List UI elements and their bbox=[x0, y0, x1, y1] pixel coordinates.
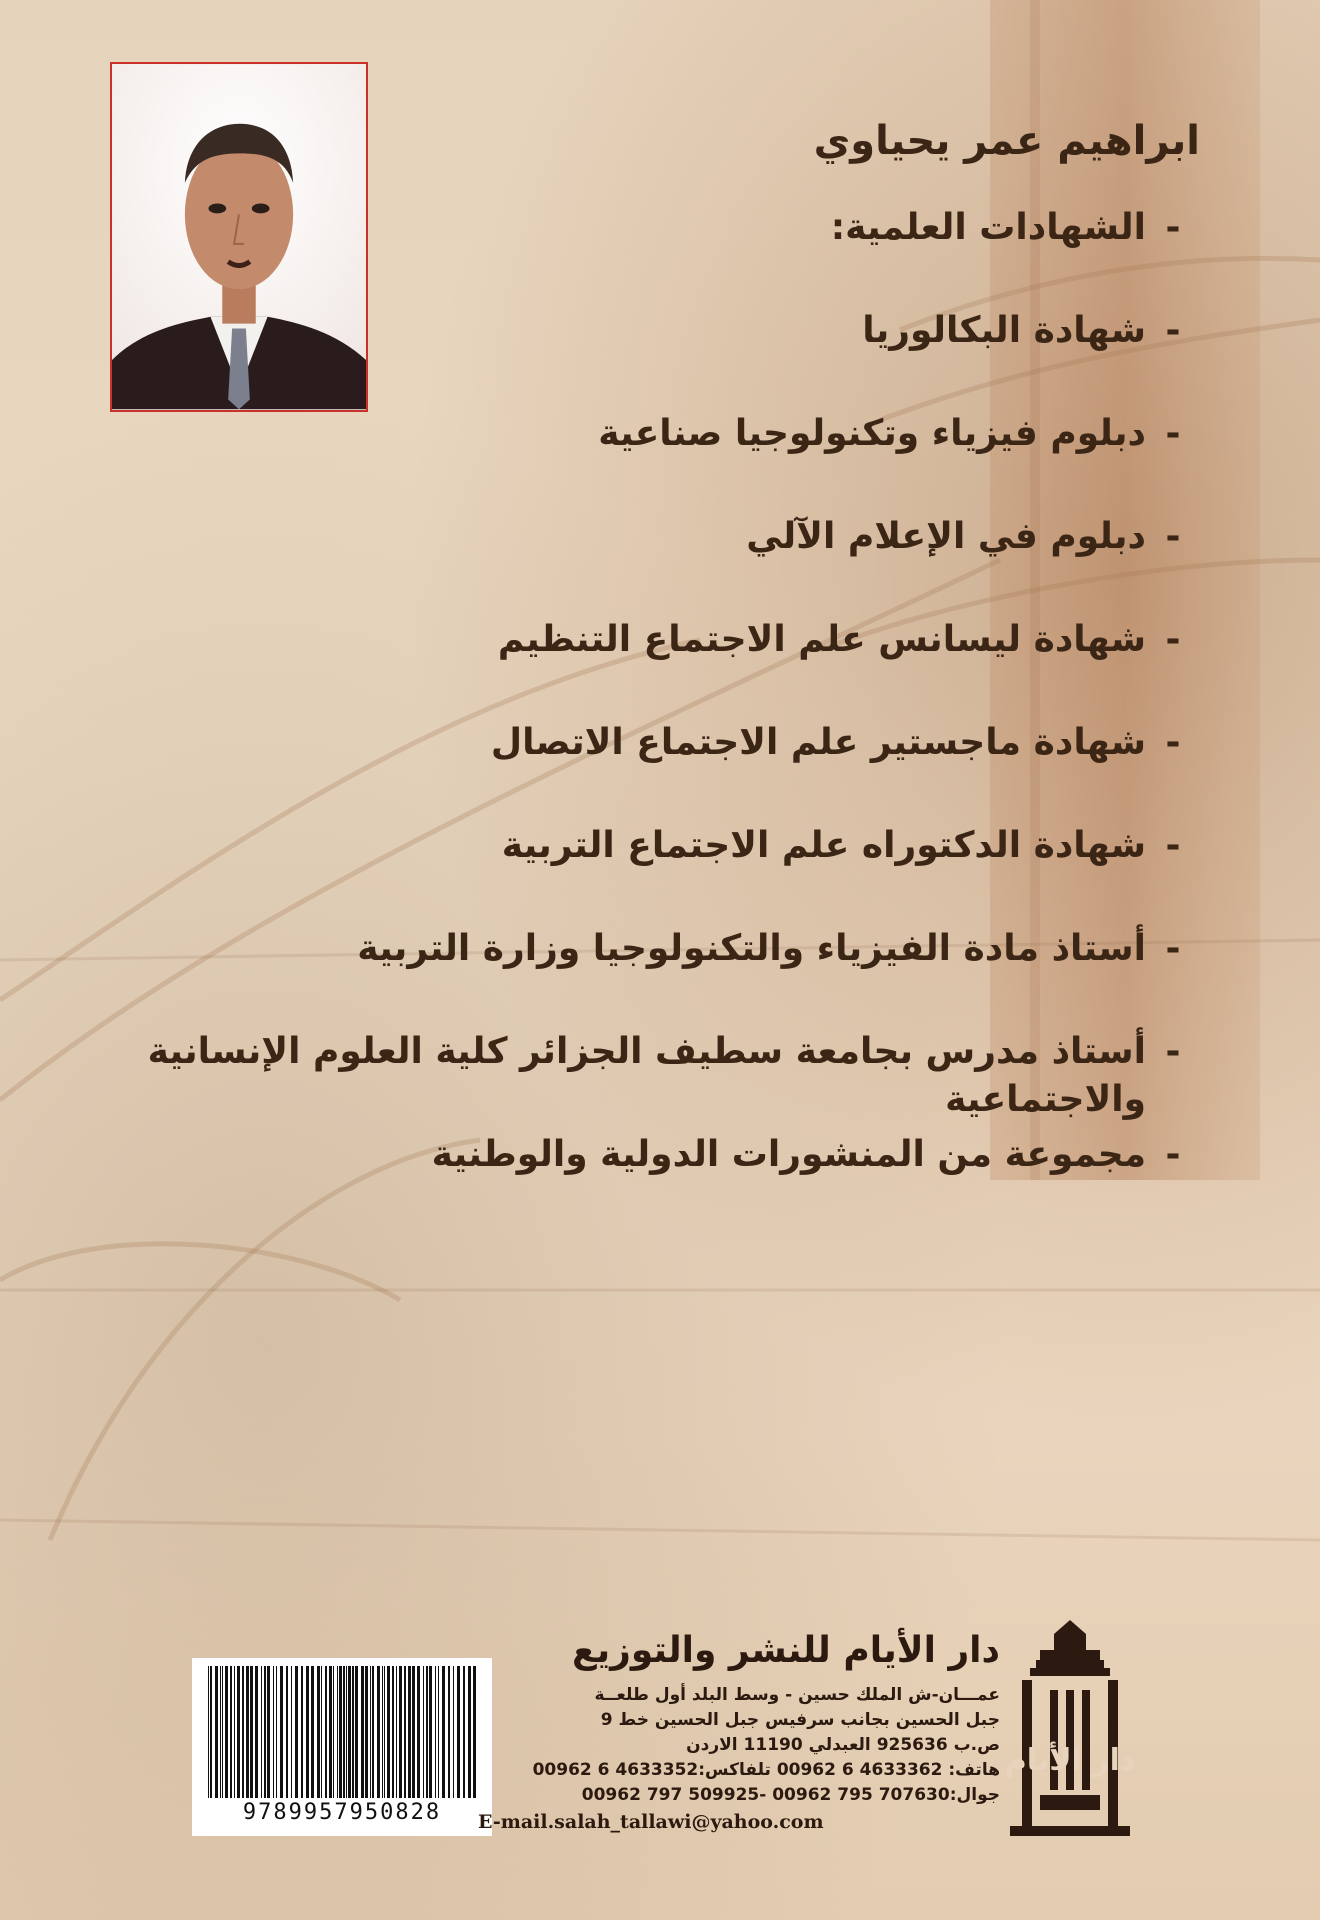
barcode-bar bbox=[352, 1666, 354, 1798]
credential-item: - شهادة الدكتوراه علم الاجتماع التربية bbox=[70, 822, 1200, 925]
logo-text: دار الأيام bbox=[1004, 1743, 1136, 1778]
barcode-bar bbox=[295, 1666, 298, 1798]
barcode-bar bbox=[365, 1666, 368, 1798]
credential-item: - شهادة ليسانس علم الاجتماع التنظيم bbox=[70, 616, 1200, 719]
barcode-bar bbox=[355, 1666, 358, 1798]
barcode-bar bbox=[286, 1666, 288, 1798]
credential-text: الشهادات العلمية: bbox=[830, 207, 1146, 248]
barcode-bar bbox=[343, 1666, 345, 1798]
barcode-bar bbox=[225, 1666, 228, 1798]
barcode-bar bbox=[280, 1666, 283, 1798]
publisher-name: دار الأيام للنشر والتوزيع bbox=[572, 1630, 1000, 1671]
barcode-bar bbox=[230, 1666, 232, 1798]
barcode-bar bbox=[337, 1666, 338, 1798]
barcode-bar bbox=[417, 1666, 420, 1798]
barcode-bar bbox=[208, 1666, 209, 1798]
credential-item: - دبلوم في الإعلام الآلي bbox=[70, 513, 1200, 616]
credential-text: دبلوم في الإعلام الآلي bbox=[746, 516, 1146, 557]
barcode-bar bbox=[317, 1666, 320, 1798]
publisher-email: E-mail.salah_tallawi@yahoo.com bbox=[478, 1811, 824, 1833]
barcode-bar bbox=[255, 1666, 258, 1798]
barcode-bar bbox=[333, 1666, 334, 1798]
barcode-bar bbox=[273, 1666, 274, 1798]
barcode-bar bbox=[429, 1666, 432, 1798]
barcode-bar bbox=[377, 1666, 380, 1798]
barcode-bar bbox=[339, 1666, 342, 1798]
publisher-mobile: جوال:707630 795 00962 -509925 797 00962 bbox=[581, 1785, 1000, 1805]
barcode-bar bbox=[399, 1666, 402, 1798]
author-bio bbox=[70, 118, 1200, 1234]
credential-text: دبلوم فيزياء وتكنولوجيا صناعية bbox=[598, 413, 1146, 454]
publisher-address-line-1: عمـــان-ش الملك حسين - وسط البلد أول طلعــة bbox=[594, 1685, 1000, 1705]
barcode-bar bbox=[215, 1666, 218, 1798]
barcode-bar bbox=[387, 1666, 390, 1798]
barcode-bar bbox=[392, 1666, 394, 1798]
credential-text: أستاذ مدرس بجامعة سطيف الجزائر كلية العلوم الإنسانية والاجتماعية bbox=[147, 1031, 1146, 1120]
isbn-number: 9789957950828 bbox=[242, 1800, 442, 1825]
building-logo-icon bbox=[1000, 1620, 1140, 1842]
barcode-bar bbox=[438, 1666, 439, 1798]
barcode-bar bbox=[306, 1666, 309, 1798]
credential-text: شهادة البكالوريا bbox=[862, 310, 1146, 351]
credential-text: شهادة ليسانس علم الاجتماع التنظيم bbox=[497, 619, 1146, 660]
barcode-bar bbox=[346, 1666, 347, 1798]
barcode-bar bbox=[291, 1666, 292, 1798]
author-name: ابراهيم عمر يحياوي bbox=[813, 118, 1200, 164]
barcode-bar bbox=[234, 1666, 235, 1798]
credential-item: - مجموعة من المنشورات الدولية والوطنية bbox=[70, 1131, 1200, 1234]
barcode-bar bbox=[222, 1666, 223, 1798]
barcode-bar bbox=[412, 1666, 415, 1798]
barcode-bar bbox=[382, 1666, 383, 1798]
credentials-list bbox=[70, 204, 1200, 1234]
credential-text: شهادة الدكتوراه علم الاجتماع التربية bbox=[501, 825, 1146, 866]
credential-item: - الشهادات العلمية: bbox=[70, 204, 1200, 307]
barcode-bar bbox=[220, 1666, 221, 1798]
barcode-bar bbox=[348, 1666, 351, 1798]
publisher-phone: هاتف: 4633362 6 00962 تلفاكس:4633352 6 00962 bbox=[532, 1760, 1000, 1780]
barcode-bar bbox=[301, 1666, 303, 1798]
credential-text: مجموعة من المنشورات الدولية والوطنية bbox=[431, 1134, 1146, 1175]
barcode-bar bbox=[372, 1666, 374, 1798]
barcode-bar bbox=[396, 1666, 397, 1798]
barcode-bar bbox=[423, 1666, 424, 1798]
credential-text: أستاذ مادة الفيزياء والتكنولوجيا وزارة التربية bbox=[357, 928, 1146, 969]
credential-item: - شهادة البكالوريا bbox=[70, 307, 1200, 410]
credential-text: شهادة ماجستير علم الاجتماع الاتصال bbox=[490, 722, 1146, 763]
credential-item: - أستاذ مدرس بجامعة سطيف الجزائر كلية العلوم الإنسانية والاجتماعية bbox=[70, 1028, 1200, 1131]
barcode-bar bbox=[261, 1666, 262, 1798]
credential-item: - دبلوم فيزياء وتكنولوجيا صناعية bbox=[70, 410, 1200, 513]
barcode-bar bbox=[404, 1666, 406, 1798]
barcode-bar bbox=[384, 1666, 385, 1798]
barcode-bar bbox=[237, 1666, 240, 1798]
barcode-bar bbox=[435, 1666, 436, 1798]
publisher-pobox: ص.ب 925636 العبدلي 11190 الاردن bbox=[686, 1735, 1000, 1755]
barcode-bar bbox=[276, 1666, 277, 1798]
barcode-bar bbox=[264, 1666, 266, 1798]
barcode-bar bbox=[361, 1666, 364, 1798]
publisher-address-line-2: جبل الحسين بجانب سرفيس جبل الحسين خط 9 bbox=[600, 1710, 1000, 1730]
credential-item: - أستاذ مادة الفيزياء والتكنولوجيا وزارة التربية bbox=[70, 925, 1200, 1028]
barcode-bar bbox=[210, 1666, 212, 1798]
barcode-bar bbox=[311, 1666, 314, 1798]
barcode-bar bbox=[267, 1666, 270, 1798]
barcode-bar bbox=[242, 1666, 244, 1798]
barcode-bar bbox=[325, 1666, 327, 1798]
barcode-bar bbox=[408, 1666, 411, 1798]
publisher-info bbox=[440, 1630, 1000, 1835]
barcode-bar bbox=[250, 1666, 253, 1798]
barcode-bar bbox=[426, 1666, 428, 1798]
credential-item: - شهادة ماجستير علم الاجتماع الاتصال bbox=[70, 719, 1200, 822]
barcode-bar bbox=[329, 1666, 332, 1798]
barcode-bars bbox=[204, 1666, 480, 1798]
barcode-bar bbox=[321, 1666, 322, 1798]
barcode-bar bbox=[246, 1666, 249, 1798]
barcode-bar bbox=[370, 1666, 371, 1798]
